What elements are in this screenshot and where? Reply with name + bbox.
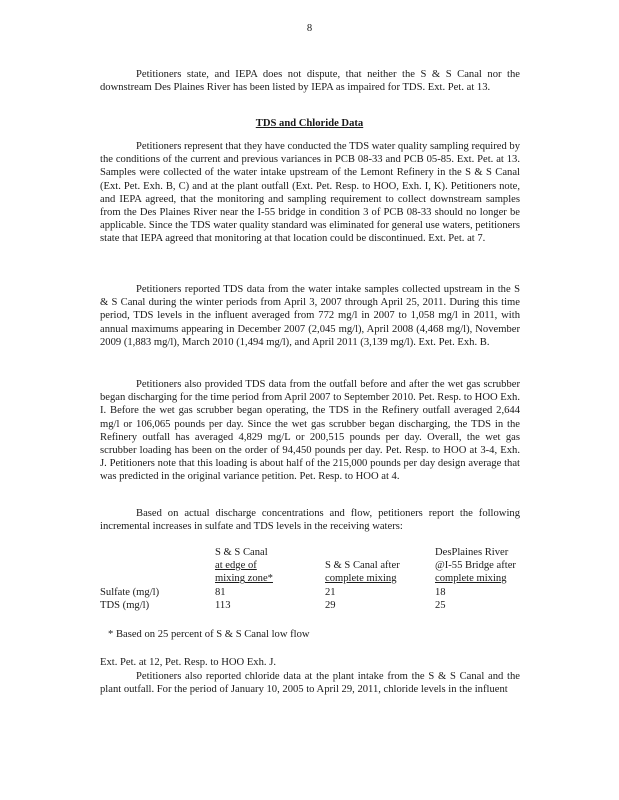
cell-value: 113 bbox=[215, 599, 231, 611]
table-footnote: * Based on 25 percent of S & S Canal low flow bbox=[108, 629, 310, 640]
paragraph-incremental: Based on actual discharge concentrations and flow, petitioners report the following incremental increases in sulfate and TDS levels in the receiving waters: bbox=[100, 508, 520, 533]
cell-value: 21 bbox=[325, 586, 336, 598]
cell-value: 25 bbox=[435, 599, 446, 611]
paragraph-sampling: Petitioners represent that they have conducted the TDS water quality sampling required by the conditions of the current and previous variances in PCB 08-33 and PCB 05-85. Ext. Pet. at 13. Samples were collected of the water intake upstream of the Lemont Refinery in the S & S Canal (Ext. Pet. Exh. B, C) and at the plant outfall (Ext. Pet. Resp. to HOO, Exh. I, K). Petitioners note, and IEPA agreed, that the monitoring and sampling requirement to collect downstream samples from the Des Plaines River near the I-55 bridge in condition 3 of PCB 08-33 should no longer be applicable. Since the TDS water quality standard was eliminated for general use waters, petitioners state that IEPA agreed that monitoring at that location could be discontinued. Ext. Pet. at 7. bbox=[100, 141, 521, 245]
row-label: Sulfate (mg/l) bbox=[100, 586, 160, 598]
cell-value: 29 bbox=[325, 599, 336, 611]
section-heading: TDS and Chloride Data bbox=[255, 118, 364, 129]
table-header-row bbox=[100, 546, 530, 586]
table-row bbox=[100, 586, 530, 599]
paragraph-intake-tds: Petitioners reported TDS data from the water intake samples collected upstream in the S & S Canal during the winter periods from April 3, 2007 through April 25, 2011. During this time period, TDS levels in the influent averaged from 772 mg/l in 2007 to 1,058 mg/l in 2011, with annual maximums appearing in December 2007 (2,045 mg/l), April 2008 (4,468 mg/l), November 2009 (1,883 mg/l), March 2010 (1,494 mg/l), and April 2011 (3,139 mg/l). Ext. Pet. Exh. B. bbox=[100, 284, 520, 348]
paragraph-chloride: Petitioners also reported chloride data at the plant intake from the S & S Canal and the plant outfall. For the period of January 10, 2005 to April 29, 2011, chloride levels in the influent bbox=[100, 671, 520, 696]
page-number: 8 bbox=[306, 23, 313, 34]
increments-table bbox=[100, 546, 530, 612]
paragraph-outfall-tds: Petitioners also provided TDS data from the outfall before and after the wet gas scrubber began discharging for the time period from April 2007 to September 2010. Pet. Resp. to HOO Exh. I. Before the wet gas scrubber began operating, the TDS in the Refinery outfall averaged 2,644 mg/l or 106,065 pounds per day. Since the wet gas scrubber began discharging, the TDS in the Refinery outfall has averaged 4,829 mg/L or 200,515 pounds per day. Overall, the wet gas scrubber loading has been on the order of 94,450 pounds per day. Pet. Resp. to HOO at 3-4, Exh. J. Petitioners note that this loading is about half of the 215,000 pounds per day design average that was predicted in the original variance petition. Pet. Resp. to HOO at 4. bbox=[100, 379, 520, 483]
intro-paragraph: Petitioners state, and IEPA does not dispute, that neither the S & S Canal nor the downstream Des Plaines River has been listed by IEPA as impaired for TDS. Ext. Pet. at 13. bbox=[100, 69, 520, 94]
col-header-mixing-zone: S & S Canal at edge of mixing zone* bbox=[215, 547, 273, 585]
table-row bbox=[100, 599, 530, 612]
cell-value: 81 bbox=[215, 586, 226, 598]
col-header-canal-complete: S & S Canal after complete mixing bbox=[325, 560, 400, 585]
row-label: TDS (mg/l) bbox=[100, 599, 150, 611]
citation: Ext. Pet. at 12, Pet. Resp. to HOO Exh. J. bbox=[100, 657, 276, 668]
cell-value: 18 bbox=[435, 586, 446, 598]
col-header-desplaines: DesPlaines River @I-55 Bridge after complete mixing bbox=[435, 547, 516, 585]
